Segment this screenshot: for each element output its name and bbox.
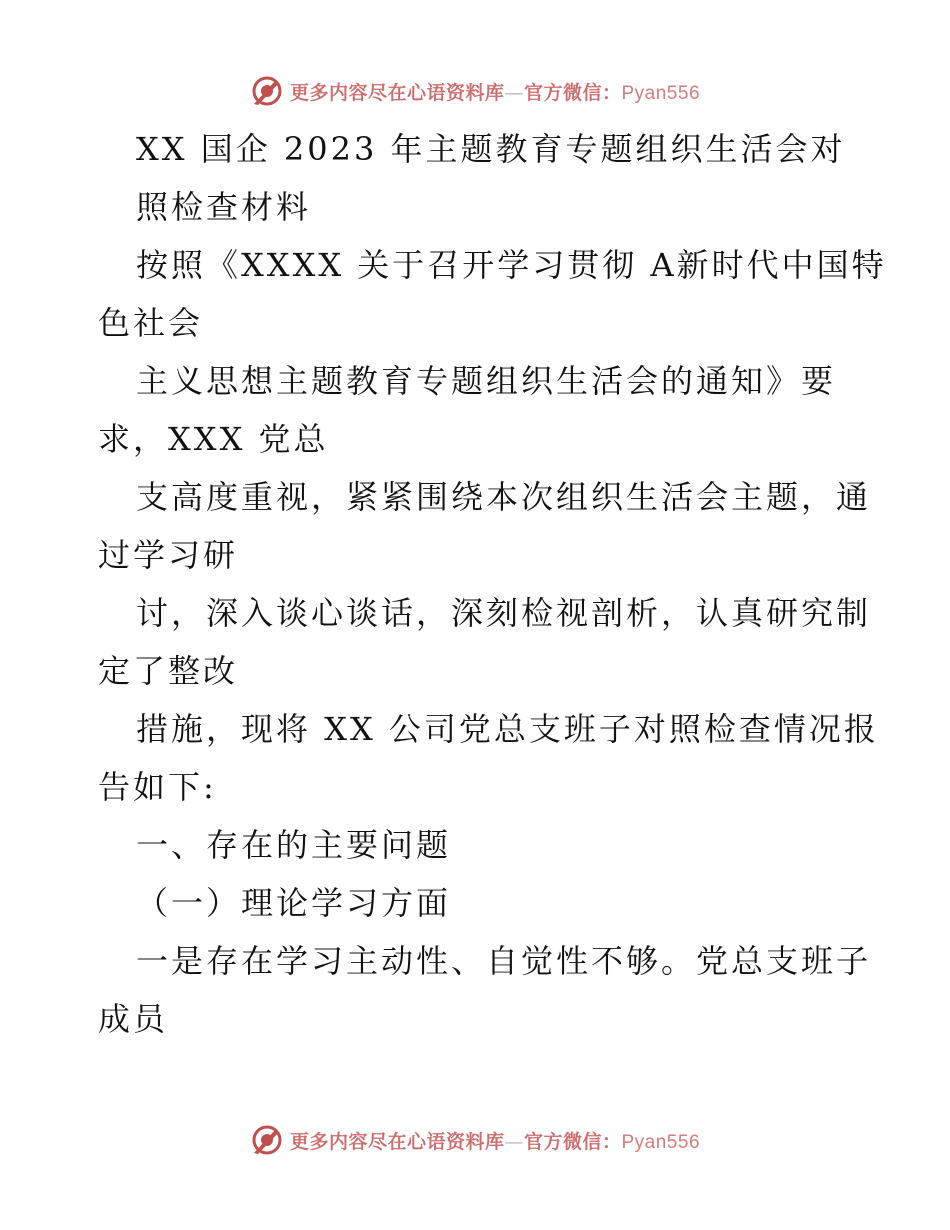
paragraph-line: 措施，现将 XX 公司党总支班子对照检查情况报 (136, 710, 879, 748)
paragraph-line: 主义思想主题教育专题组织生活会的通知》要 (136, 362, 837, 400)
paragraph-line: 成员 (98, 1000, 169, 1038)
quill-seal-icon (250, 1123, 284, 1157)
paragraph-line: 按照《XXXX 关于召开学习贯彻 A新时代中国特 (136, 246, 887, 284)
section-heading: 一、存在的主要问题 (136, 826, 452, 864)
paragraph-line: 一是存在学习主动性、自觉性不够。党总支班子 (136, 942, 872, 980)
watermark-text: 更多内容尽在心语资料库—官方微信：Pyan556 (289, 81, 701, 104)
doc-title-line-2: 照检查材料 (136, 188, 312, 226)
paragraph-line: 告如下: (98, 768, 217, 806)
subsection-heading: （一）理论学习方面 (136, 884, 452, 922)
doc-title-line-1: XX 国企 2023 年主题教育专题组织生活会对 (136, 130, 846, 168)
paragraph-line: 支高度重视，紧紧围绕本次组织生活会主题，通 (136, 478, 872, 516)
paragraph-line: 过学习研 (98, 536, 239, 574)
paragraph-line: 讨，深入谈心谈话，深刻检视剖析，认真研究制 (136, 594, 872, 632)
watermark-footer (0, 1120, 950, 1160)
paragraph-line: 色社会 (98, 304, 204, 342)
watermark-text: 更多内容尽在心语资料库—官方微信：Pyan556 (289, 1130, 701, 1153)
document-body (98, 120, 887, 1048)
paragraph-line: 定了整改 (98, 652, 239, 690)
quill-seal-icon (250, 74, 284, 108)
watermark-header (0, 71, 950, 111)
paragraph-line: 求，XXX 党总 (98, 420, 329, 458)
